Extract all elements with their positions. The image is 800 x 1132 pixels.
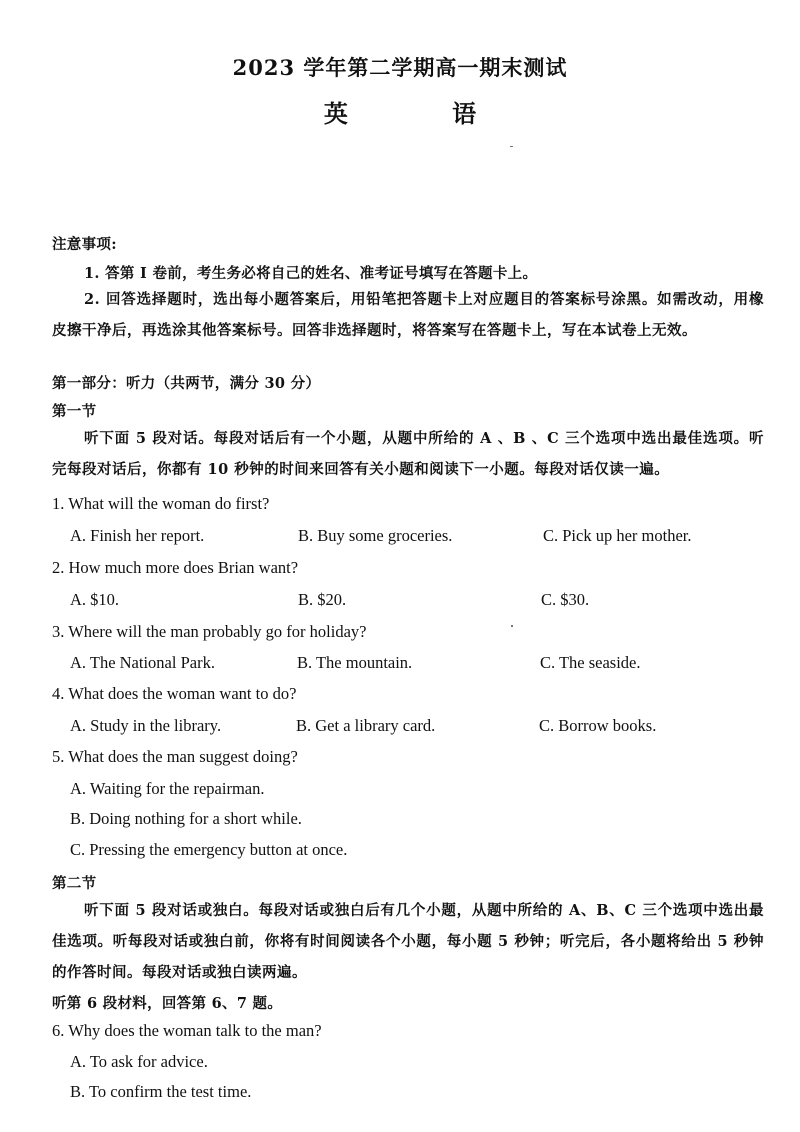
notice-heading: 注意事项: bbox=[52, 236, 117, 253]
q6-option-b: B. To confirm the test time. bbox=[70, 1082, 252, 1101]
scan-speck bbox=[510, 146, 513, 147]
q5-option-b: B. Doing nothing for a short while. bbox=[70, 809, 302, 828]
q3-option-b: B. The mountain. bbox=[297, 653, 413, 672]
q5-option-c: C. Pressing the emergency button at once. bbox=[70, 840, 348, 859]
notice-item-1: 1. 答第 I 卷前，考生务必将自己的姓名、准考证号填写在答题卡上。 bbox=[84, 265, 538, 282]
question-5-stem: 5. What does the man suggest doing? bbox=[52, 747, 298, 766]
q1-option-c: C. Pick up her mother. bbox=[543, 526, 692, 545]
q3-option-c: C. The seaside. bbox=[540, 653, 641, 672]
question-3-stem: 3. Where will the man probably go for holiday? bbox=[52, 622, 367, 641]
section2-heading: 第二节 bbox=[52, 875, 97, 892]
part1-heading: 第一部分：听力（共两节，满分 30 分） bbox=[52, 375, 321, 392]
question-1-stem: 1. What will the woman do first? bbox=[52, 494, 270, 513]
q3-option-a: A. The National Park. bbox=[70, 653, 215, 672]
question-4-stem: 4. What does the woman want to do? bbox=[52, 684, 297, 703]
q1-option-a: A. Finish her report. bbox=[70, 526, 205, 545]
section1-heading: 第一节 bbox=[52, 403, 97, 420]
q5-option-a: A. Waiting for the repairman. bbox=[70, 779, 265, 798]
q4-option-c: C. Borrow books. bbox=[539, 716, 657, 735]
material-6-note: 听第 6 段材料，回答第 6、7 题。 bbox=[52, 995, 283, 1012]
q4-option-b: B. Get a library card. bbox=[296, 716, 436, 735]
exam-title: 2023 学年第二学期高一期末测试 bbox=[232, 55, 568, 80]
q1-option-b: B. Buy some groceries. bbox=[298, 526, 453, 545]
question-6-stem: 6. Why does the woman talk to the man? bbox=[52, 1021, 322, 1040]
notice-item-2: 2. 回答选择题时，选出每小题答案后，用铅笔把答题卡上对应题目的答案标号涂黑。如需改动，用橡皮擦干净后，再选涂其他答案标号。回答非选择题时，将答案写在答题卡上，写在本试卷上无效。 bbox=[52, 291, 764, 339]
q6-option-a: A. To ask for advice. bbox=[70, 1052, 208, 1071]
q4-option-a: A. Study in the library. bbox=[70, 716, 222, 735]
q2-option-c: C. $30. bbox=[541, 590, 590, 609]
subject-title: 英 语 bbox=[323, 99, 525, 128]
q2-option-b: B. $20. bbox=[298, 590, 347, 609]
question-2-stem: 2. How much more does Brian want? bbox=[52, 558, 299, 577]
scan-speck bbox=[511, 625, 513, 627]
section2-instruction: 听下面 5 段对话或独白。每段对话或独白后有几个小题，从题中所给的 A、B、C 三个选项中选出最佳选项。听每段对话或独白前，你将有时间阅读各个小题，每小题 5 秒钟；听完后，各小题将给出 5 秒钟的作答时间。每段对话或独白读两遍。 bbox=[52, 902, 764, 981]
q2-option-a: A. $10. bbox=[70, 590, 120, 609]
section1-instruction: 听下面 5 段对话。每段对话后有一个小题，从题中所给的 A 、B 、C 三个选项中选出最佳选项。听完每段对话后，你都有 10 秒钟的时间来回答有关小题和阅读下一小题。每段对话仅读一遍。 bbox=[52, 430, 764, 478]
